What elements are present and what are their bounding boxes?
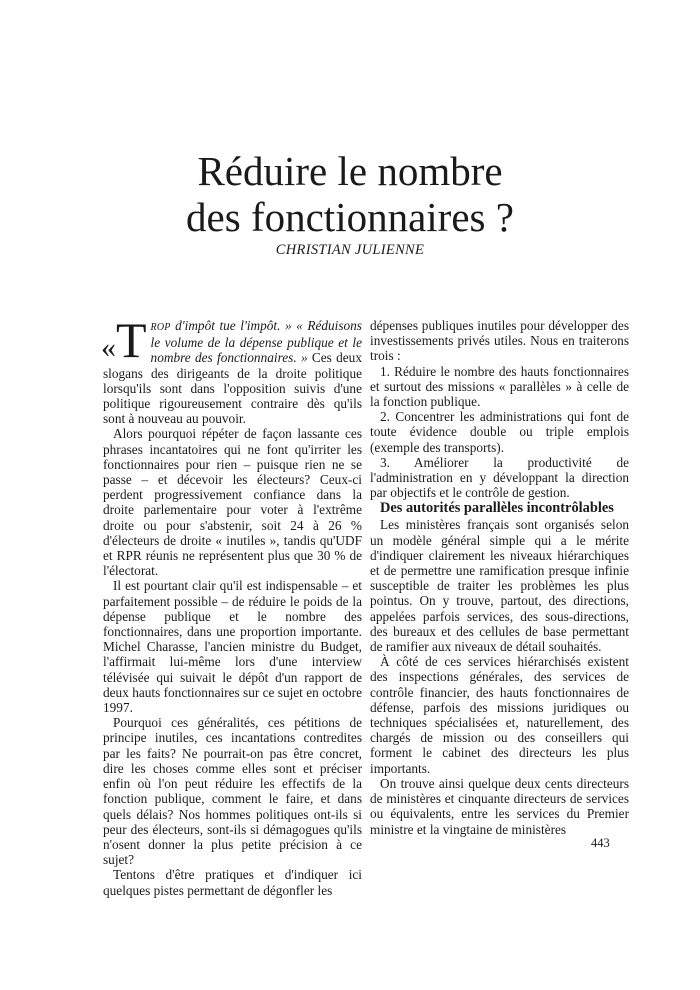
paragraph: Pourquoi ces généralités, ces pétitions de principe inutiles, ces incantations contredites par les faits? Ne pourrait-on pas être concret, dire les choses comme elles sont et préciser enfin où l'on peut réduire les effectifs de la fonction publique, comment le faire, et dans quels délais? Nos hommes politiques ont-ils si peur des électeurs, sont-ils si démagogues qu'ils n'osent donner la plus petite précision à ce sujet?: [103, 715, 362, 868]
lead-smallcaps: ROP: [150, 322, 171, 333]
title-line-1: Réduire le nombre: [197, 148, 503, 194]
paragraph: À côté de ces services hiérarchisés existent des inspections générales, des services de contrôle financier, des hauts fonctionnaires de défense, parfois des missions juridiques ou techniques spécialisées et, naturellement, des chargés de mission ou des conseillers qui forment le cabinet des directeurs les plus importants.: [370, 654, 629, 776]
right-column: [370, 318, 629, 837]
left-column: [101, 312, 362, 898]
title-line-2: des fonctionnaires ?: [186, 194, 514, 240]
list-item: 2. Concentrer les administrations qui font de toute évidence double ou triple emplois (exemple des transports).: [370, 409, 629, 455]
paragraph: dépenses publiques inutiles pour développer des investissements privés utiles. Nous en traiterons trois :: [370, 318, 629, 364]
drop-cap-letter: T: [116, 312, 147, 368]
paragraph: Il est pourtant clair qu'il est indispensable – et parfaitement possible – de réduire le poids de la dépense publique et le nombre des fonctionnaires, dans une proportion importante. Michel Charasse, l'ancien ministre du Budget, l'affirmait lui-même lors d'une interview télévisée qui suivait le dépôt d'un rapport de deux hauts fonctionnaires sur ce sujet en octobre 1997.: [103, 578, 362, 716]
list-item: 1. Réduire le nombre des hauts fonctionnaires et surtout des missions « parallèles » à celle de la fonction publique.: [370, 363, 629, 410]
drop-cap: [101, 312, 147, 368]
paragraph: Tentons d'être pratiques et d'indiquer ici quelques pistes permettant de dégonfler les: [103, 867, 362, 898]
drop-cap-quote: «: [101, 331, 116, 364]
section-heading: Des autorités parallèles incontrôlables: [380, 500, 614, 517]
list-item: 3. Améliorer la productivité de l'administration en y développant la direction par objectifs et le contrôle de gestion.: [370, 454, 629, 501]
lead-italic: d'impôt tue l'impôt. » « Réduisons le volume de la dépense publique et le nombre des fonctionnaires. »: [150, 318, 362, 366]
page-number: 443: [591, 836, 610, 850]
paragraph: Alors pourquoi répéter de façon lassante ces phrases incantatoires qui ne font qu'irriter les fonctionnaires pour rien – puisque rien ne se passe – et décevoir les électeurs? Ceux-ci perdent progressivement confiance dans la droite parlementaire pour voter à l'extrême droite ou pour s'abstenir, soit 24 à 26 % d'électeurs de droite « inutiles », tandis qu'UDF et RPR réunis ne représentent plus que 30 % de l'électorat.: [103, 426, 362, 579]
author-name: CHRISTIAN JULIENNE: [275, 242, 425, 258]
paragraph: Les ministères français sont organisés selon un modèle général simple qui a le mérite d'indiquer clairement les niveaux hiérarchiques et de permettre une ramification presque infinie susceptible de traiter les problèmes les plus pointus. On y trouve, partout, des directions, appelées parfois services, des sous-directions, des bureaux et des cellules de base permettant de ramifier aux niveaux de détail souhaités.: [370, 517, 629, 655]
paragraph: Ces deux slogans des dirigeants de la droite politique lorsqu'ils sont dans l'opposition suivis d'une politique rigoureusement contraire dès qu'ils sont à nouveau au pouvoir.: [103, 350, 362, 427]
paragraph: On trouve ainsi quelque deux cents directeurs de ministères et cinquante directeurs de services ou équivalents, entre les services du Premier ministre et la vingtaine de ministères: [370, 775, 629, 837]
lead-paragraph: [101, 312, 362, 427]
article-title: [0, 148, 700, 240]
